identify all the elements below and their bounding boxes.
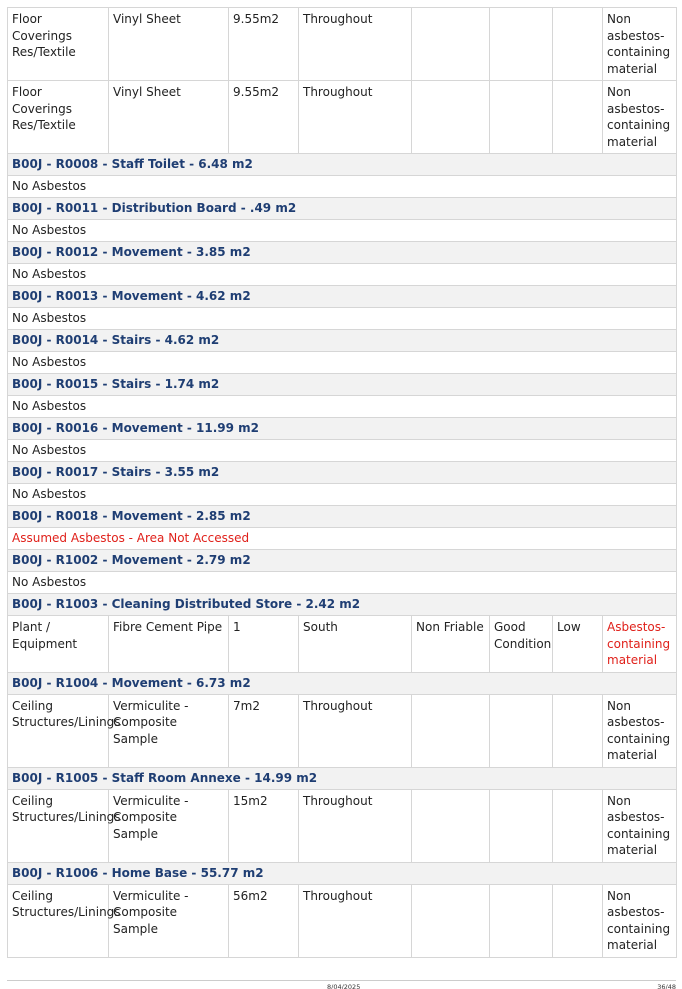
room-header-row [8, 286, 677, 308]
room-status-row [8, 352, 677, 374]
item-location: Throughout [299, 694, 412, 767]
room-header: B00J - R0018 - Movement - 2.85 m2 [8, 506, 677, 528]
room-status-row [8, 308, 677, 330]
item-risk [553, 884, 603, 957]
item-result: Non asbestos-containing material [603, 789, 677, 862]
footer-date: 8/04/2025 [327, 983, 361, 989]
item-quantity: 15m2 [229, 789, 299, 862]
room-status-row [8, 572, 677, 594]
room-header-row [8, 506, 677, 528]
item-friability [412, 694, 490, 767]
room-status-row [8, 440, 677, 462]
room-header-row [8, 672, 677, 694]
item-risk [553, 8, 603, 81]
item-location: Throughout [299, 789, 412, 862]
room-status-text: No Asbestos [8, 352, 677, 374]
item-category: Ceiling Structures/Linings [8, 694, 109, 767]
item-description: Vinyl Sheet [109, 8, 229, 81]
item-location: Throughout [299, 81, 412, 154]
item-risk [553, 789, 603, 862]
room-header-row [8, 594, 677, 616]
item-description: Fibre Cement Pipe [109, 616, 229, 673]
room-header: B00J - R0008 - Staff Toilet - 6.48 m2 [8, 154, 677, 176]
item-condition [490, 789, 553, 862]
room-status-row [8, 528, 677, 550]
item-friability [412, 8, 490, 81]
room-status-text: No Asbestos [8, 220, 677, 242]
asbestos-register-table [7, 7, 677, 958]
room-header: B00J - R0015 - Stairs - 1.74 m2 [8, 374, 677, 396]
item-result: Non asbestos-containing material [603, 8, 677, 81]
item-description: Vermiculite - Composite Sample [109, 884, 229, 957]
room-status-text: No Asbestos [8, 572, 677, 594]
room-header: B00J - R0011 - Distribution Board - .49 m2 [8, 198, 677, 220]
room-header: B00J - R1002 - Movement - 2.79 m2 [8, 550, 677, 572]
item-result: Asbestos-containing material [603, 616, 677, 673]
item-risk: Low [553, 616, 603, 673]
room-status-text: No Asbestos [8, 396, 677, 418]
item-quantity: 7m2 [229, 694, 299, 767]
item-result: Non asbestos-containing material [603, 694, 677, 767]
room-header: B00J - R0014 - Stairs - 4.62 m2 [8, 330, 677, 352]
room-status-text: No Asbestos [8, 484, 677, 506]
room-header: B00J - R1005 - Staff Room Annexe - 14.99 m2 [8, 767, 677, 789]
material-row [8, 81, 677, 154]
room-header-row [8, 330, 677, 352]
material-row [8, 694, 677, 767]
room-status-row [8, 220, 677, 242]
material-row [8, 884, 677, 957]
item-result: Non asbestos-containing material [603, 884, 677, 957]
room-status-text: No Asbestos [8, 308, 677, 330]
room-header-row [8, 154, 677, 176]
room-header: B00J - R0017 - Stairs - 3.55 m2 [8, 462, 677, 484]
item-quantity: 9.55m2 [229, 81, 299, 154]
item-friability [412, 81, 490, 154]
item-quantity: 1 [229, 616, 299, 673]
item-location: Throughout [299, 8, 412, 81]
item-quantity: 9.55m2 [229, 8, 299, 81]
item-category: Plant / Equipment [8, 616, 109, 673]
footer-page-number: 36/48 [657, 983, 676, 989]
item-description: Vermiculite - Composite Sample [109, 694, 229, 767]
material-row [8, 616, 677, 673]
room-header: B00J - R0012 - Movement - 3.85 m2 [8, 242, 677, 264]
item-condition [490, 694, 553, 767]
item-description: Vermiculite - Composite Sample [109, 789, 229, 862]
room-status-text: No Asbestos [8, 264, 677, 286]
room-header: B00J - R1004 - Movement - 6.73 m2 [8, 672, 677, 694]
register-page [7, 7, 676, 958]
room-header-row [8, 198, 677, 220]
item-location: South [299, 616, 412, 673]
item-friability: Non Friable [412, 616, 490, 673]
room-status-text: No Asbestos [8, 440, 677, 462]
item-description: Vinyl Sheet [109, 81, 229, 154]
item-quantity: 56m2 [229, 884, 299, 957]
material-row [8, 789, 677, 862]
room-header-row [8, 767, 677, 789]
room-header-row [8, 862, 677, 884]
page-footer [7, 980, 676, 989]
room-header-row [8, 242, 677, 264]
item-condition: Good Condition [490, 616, 553, 673]
item-category: Ceiling Structures/Linings [8, 884, 109, 957]
room-header: B00J - R0016 - Movement - 11.99 m2 [8, 418, 677, 440]
room-header: B00J - R1006 - Home Base - 55.77 m2 [8, 862, 677, 884]
item-risk [553, 694, 603, 767]
item-category: Floor Coverings Res/Textile [8, 8, 109, 81]
item-risk [553, 81, 603, 154]
item-category: Ceiling Structures/Linings [8, 789, 109, 862]
room-header-row [8, 550, 677, 572]
item-condition [490, 81, 553, 154]
room-header: B00J - R0013 - Movement - 4.62 m2 [8, 286, 677, 308]
item-friability [412, 884, 490, 957]
room-status-row [8, 264, 677, 286]
room-status-text: Assumed Asbestos - Area Not Accessed [8, 528, 677, 550]
item-friability [412, 789, 490, 862]
room-header: B00J - R1003 - Cleaning Distributed Store - 2.42 m2 [8, 594, 677, 616]
material-row [8, 8, 677, 81]
room-status-row [8, 396, 677, 418]
item-result: Non asbestos-containing material [603, 81, 677, 154]
item-category: Floor Coverings Res/Textile [8, 81, 109, 154]
room-header-row [8, 462, 677, 484]
room-status-row [8, 176, 677, 198]
item-condition [490, 8, 553, 81]
room-status-text: No Asbestos [8, 176, 677, 198]
room-header-row [8, 418, 677, 440]
item-location: Throughout [299, 884, 412, 957]
room-header-row [8, 374, 677, 396]
room-status-row [8, 484, 677, 506]
item-condition [490, 884, 553, 957]
